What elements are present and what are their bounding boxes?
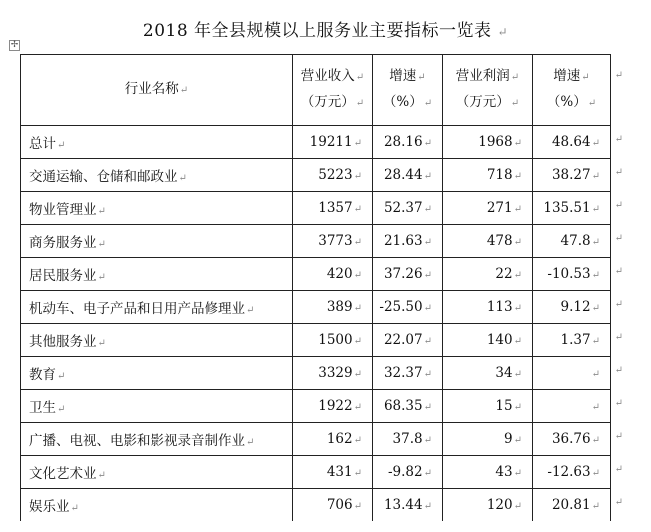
cell-profit: 9↵	[443, 423, 533, 456]
cell-revenue-growth: -9.82↵	[373, 456, 443, 489]
cell-profit-growth: 9.12↵ ↵	[533, 291, 611, 324]
table-row	[21, 291, 611, 324]
cell-revenue: 1500↵	[293, 324, 373, 357]
cell-profit: 15↵	[443, 390, 533, 423]
table-move-handle-icon[interactable]: ✢	[10, 40, 19, 50]
cell-profit-growth: 47.8↵ ↵	[533, 225, 611, 258]
cell-profit-growth: 135.51↵ ↵	[533, 192, 611, 225]
cell-profit: 271↵	[443, 192, 533, 225]
cell-industry: 商务服务业↵	[21, 225, 293, 258]
table-row	[21, 456, 611, 489]
page-title	[0, 16, 651, 41]
cell-revenue-growth: 22.07↵	[373, 324, 443, 357]
header-profit-growth: 增速↵ （%）↵ ↵	[533, 55, 611, 126]
cell-revenue-growth: 68.35↵	[373, 390, 443, 423]
table-row	[21, 357, 611, 390]
cell-revenue: 3329↵	[293, 357, 373, 390]
cell-profit-growth: 20.81↵ ↵	[533, 489, 611, 522]
cell-industry: 机动车、电子产品和日用产品修理业↵	[21, 291, 293, 324]
cell-profit-growth: ↵ ↵	[533, 390, 611, 423]
cell-profit-growth: 48.64↵ ↵	[533, 126, 611, 159]
cell-industry: 卫生↵	[21, 390, 293, 423]
cell-industry: 物业管理业↵	[21, 192, 293, 225]
cell-revenue-growth: 32.37↵	[373, 357, 443, 390]
cell-profit-growth: ↵ ↵	[533, 357, 611, 390]
table-row	[21, 258, 611, 291]
cell-revenue: 706↵	[293, 489, 373, 522]
cell-revenue: 3773↵	[293, 225, 373, 258]
cell-profit: 43↵	[443, 456, 533, 489]
header-revenue: 营业收入↵ （万元）↵	[293, 55, 373, 126]
cell-revenue: 19211↵	[293, 126, 373, 159]
cell-revenue-growth: -25.50↵	[373, 291, 443, 324]
cell-profit: 22↵	[443, 258, 533, 291]
cell-revenue: 420↵	[293, 258, 373, 291]
table-row	[21, 192, 611, 225]
cell-industry: 广播、电视、电影和影视录音制作业↵	[21, 423, 293, 456]
table-row	[21, 390, 611, 423]
cell-profit: 34↵	[443, 357, 533, 390]
cell-revenue: 162↵	[293, 423, 373, 456]
cell-revenue-growth: 13.44↵	[373, 489, 443, 522]
cell-industry: 文化艺术业↵	[21, 456, 293, 489]
cell-industry: 居民服务业↵	[21, 258, 293, 291]
table-row	[21, 159, 611, 192]
cell-revenue: 5223↵	[293, 159, 373, 192]
cell-revenue-growth: 52.37↵	[373, 192, 443, 225]
cell-profit-growth: -10.53↵ ↵	[533, 258, 611, 291]
cell-revenue: 431↵	[293, 456, 373, 489]
cell-industry: 教育↵	[21, 357, 293, 390]
cell-industry: 总计↵	[21, 126, 293, 159]
header-profit: 营业利润↵ （万元）↵	[443, 55, 533, 126]
table-header-row	[21, 55, 611, 126]
table-row	[21, 225, 611, 258]
header-industry: 行业名称↵	[21, 55, 293, 126]
cell-profit-growth: 1.37↵ ↵	[533, 324, 611, 357]
table-row	[21, 423, 611, 456]
cell-industry: 娱乐业↵	[21, 489, 293, 522]
cell-industry: 交通运输、仓储和邮政业↵	[21, 159, 293, 192]
cell-profit: 113↵	[443, 291, 533, 324]
header-revenue-growth: 增速↵ （%）↵	[373, 55, 443, 126]
cell-profit-growth: 38.27↵ ↵	[533, 159, 611, 192]
cell-revenue: 1357↵	[293, 192, 373, 225]
cell-profit: 718↵	[443, 159, 533, 192]
cell-profit-growth: -12.63↵ ↵	[533, 456, 611, 489]
cell-profit: 120↵	[443, 489, 533, 522]
cell-profit-growth: 36.76↵ ↵	[533, 423, 611, 456]
cell-revenue-growth: 37.26↵	[373, 258, 443, 291]
cell-revenue-growth: 28.16↵	[373, 126, 443, 159]
indicators-table	[20, 54, 623, 521]
cell-revenue: 1922↵	[293, 390, 373, 423]
cell-revenue-growth: 37.8↵	[373, 423, 443, 456]
table-row	[21, 489, 611, 522]
cell-profit: 140↵	[443, 324, 533, 357]
cell-revenue-growth: 28.44↵	[373, 159, 443, 192]
cell-industry: 其他服务业↵	[21, 324, 293, 357]
cell-revenue-growth: 21.63↵	[373, 225, 443, 258]
title-text: 2018 年全县规模以上服务业主要指标一览表	[142, 21, 492, 41]
table-row	[21, 324, 611, 357]
cell-profit: 1968↵	[443, 126, 533, 159]
paragraph-mark-icon: ↵	[497, 25, 509, 39]
cell-profit: 478↵	[443, 225, 533, 258]
table-row	[21, 126, 611, 159]
cell-revenue: 389↵	[293, 291, 373, 324]
